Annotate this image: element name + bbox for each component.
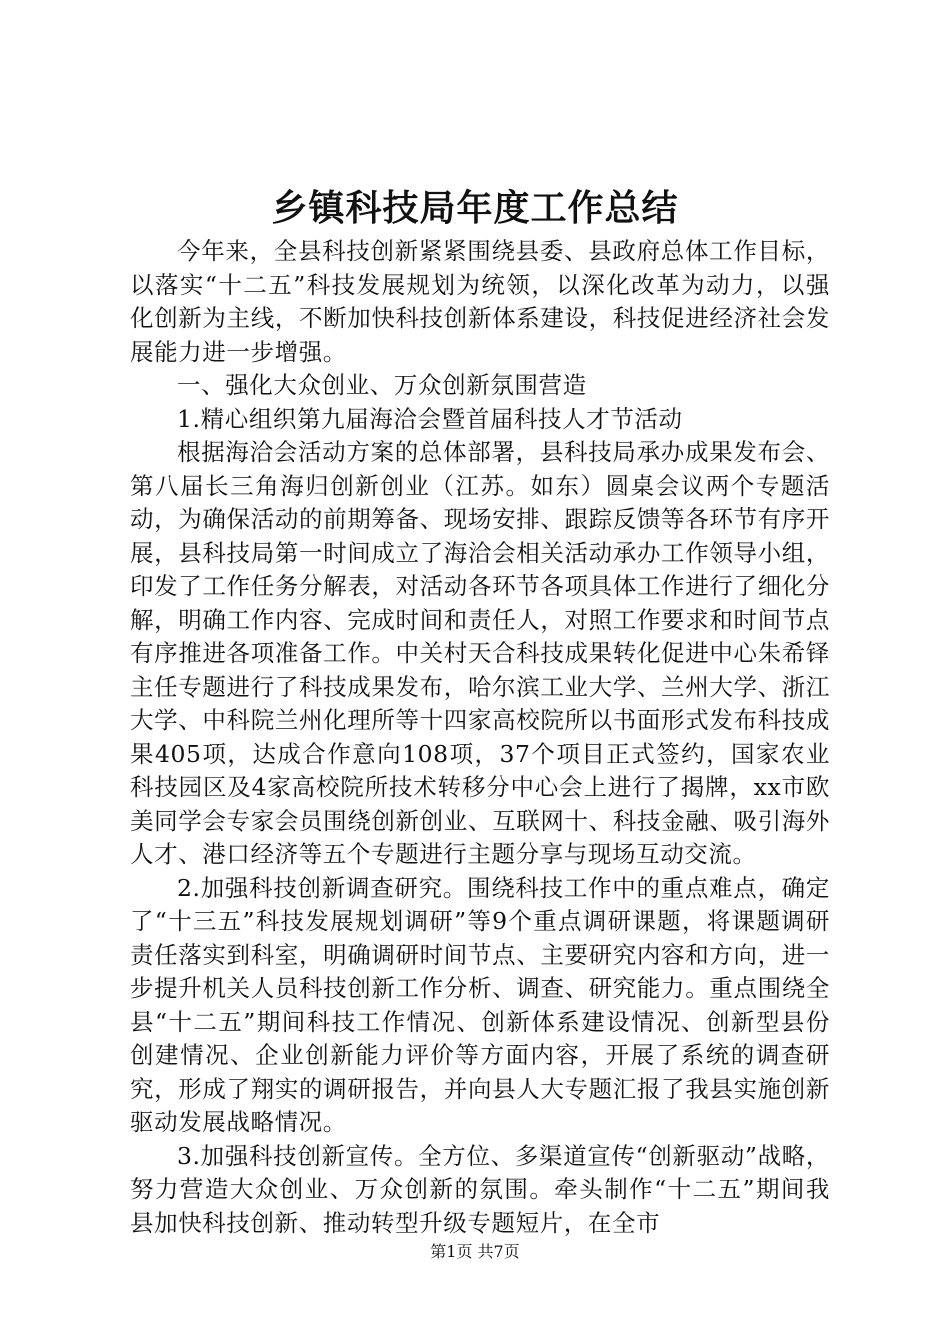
subsection-1-paragraph: 根据海洽会活动方案的总体部署，县科技局承办成果发布会、第八届长三角海归创新创业（江苏。如东）圆桌会议两个专题活动，为确保活动的前期筹备、现场安排、跟踪反馈等各环节有序开展，县科技局第一时间成立了海洽会相关活动承办工作领导小组，印发了工作任务分解表，对活动各环节各项具体工作进行了细化分解，明确工作内容、完成时间和责任人，对照工作要求和时间节点有序推进各项准备工作。中关村天合科技成果转化促进中心朱希铎主任专题进行了科技成果发布，哈尔滨工业大学、兰州大学、浙江大学、中科院兰州化理所等十四家高校院所以书面形式发布科技成果405项，达成合作意向108项，37个项目正式签约，国家农业科技园区及4家高校院所技术转移分中心会上进行了揭牌，xx市欧美同学会专家会员围绕创新创业、互联网十、科技金融、吸引海外人才、港口经济等五个专题进行主题分享与现场互动交流。 <box>130 438 830 868</box>
subsection-2-paragraph: 2.加强科技创新调查研究。围绕科技工作中的重点难点，确定了“十三五”科技发展规划调研”等9个重点调研课题，将课题调研责任落实到科室，明确调研时间节点、主要研究内容和方向，进一步提升机关人员科技创新工作分析、调查、研究能力。重点围绕全县“十二五”期间科技工作情况、创新体系建设情况、创新型县份创建情况、企业创新能力评价等方面内容，开展了系统的调查研究，形成了翔实的调研报告，并向县人大专题汇报了我县实施创新驱动发展战略情况。 <box>130 873 830 1136</box>
document-title: 乡镇科技局年度工作总结 <box>271 187 679 229</box>
section-heading-1: 一、强化大众创业、万众创新氛围营造 <box>177 371 587 399</box>
subsection-3-paragraph: 3.加强科技创新宣传。全方位、多渠道宣传“创新驱动”战略，努力营造大众创业、万众创新的氛围。牵头制作“十二五”期间我县加快科技创新、推动转型升级专题短片，在全市 <box>130 1141 830 1237</box>
document-body <box>130 235 830 1240</box>
page-footer: 第1页 共7页 <box>430 1242 520 1261</box>
intro-paragraph: 今年来，全县科技创新紧紧围绕县委、县政府总体工作目标，以落实“十二五”科技发展规划为统领，以深化改革为动力，以强化创新为主线，不断加快科技创新体系建设，科技促进经济社会发展能力进一步增强。 <box>130 237 830 366</box>
subsection-heading-1: 1.精心组织第九届海洽会暨首届科技人才节活动 <box>177 404 683 433</box>
